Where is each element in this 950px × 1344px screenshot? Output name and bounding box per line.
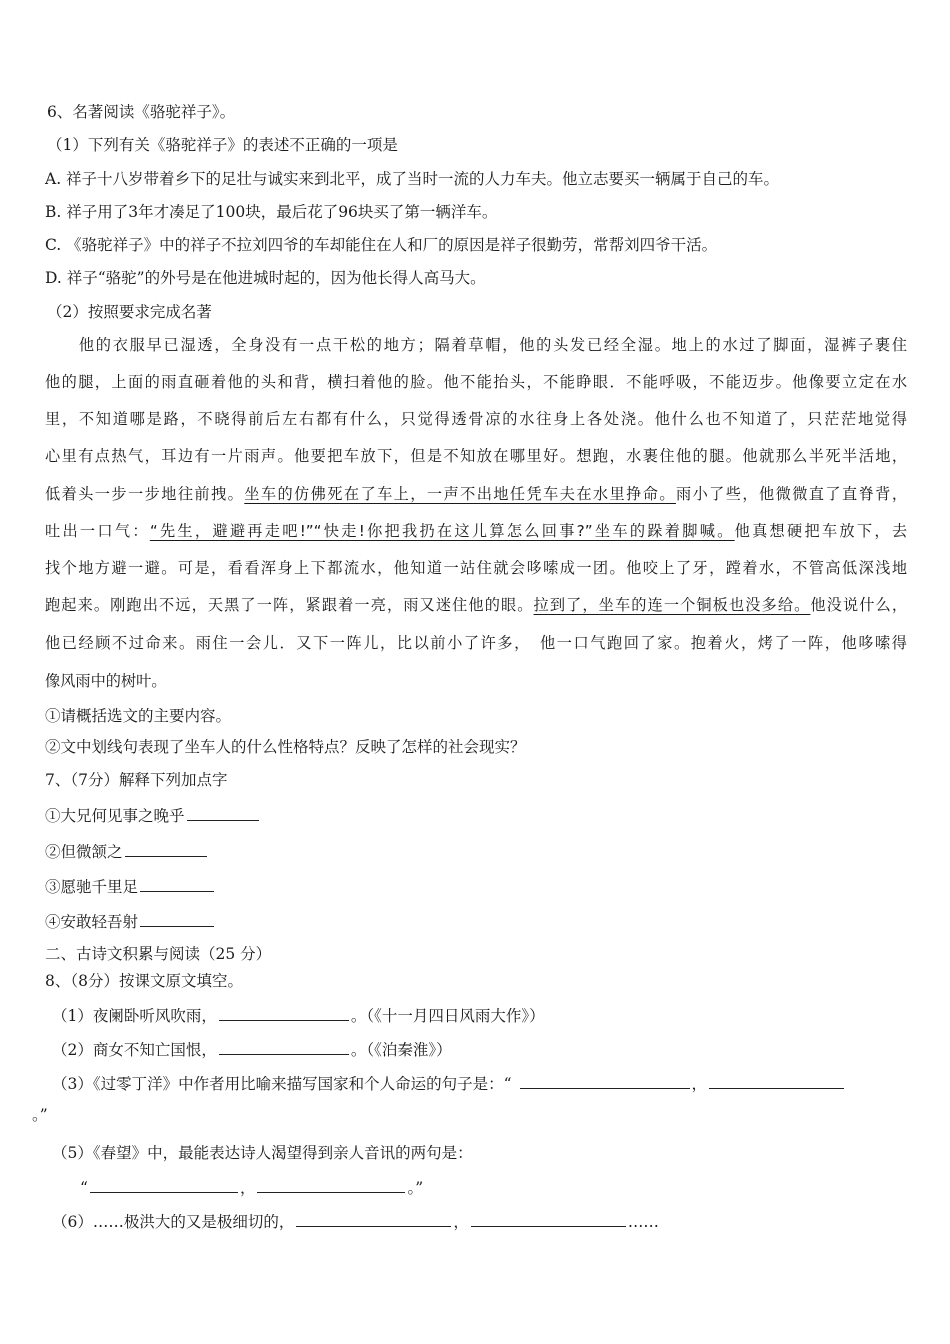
passage-line: 心里有点热气，耳边有一片雨声。他要把车放下，但是不知放在哪里好。想跑，水裹住他的腿。他就那么半死半活地，	[45, 447, 907, 465]
answer-blank[interactable]	[520, 1071, 690, 1089]
q8-line-3	[52, 1071, 846, 1093]
passage-line: 找个地方避一避。可是，看看浑身上下都流水，他知道一站住就会哆嗦成一团。他咬上了牙，蹚着水，不管高低深浅地	[45, 559, 907, 577]
passage-text: 他真想硬把车放下，去	[734, 522, 908, 540]
q7-item-text: ①大兄何见事之晚乎	[45, 807, 185, 825]
q7-item	[45, 803, 261, 825]
answer-blank[interactable]	[219, 1003, 349, 1021]
q6-option-d: D. 祥子“骆驼”的外号是在他进城时起的，因为他长得人高马大。	[45, 269, 486, 287]
passage-line: 他已经顾不过命来。雨住一会儿．又下一阵儿，比以前小了许多， 他一口气跑回了家。抱着火，烤了一阵，他哆嗦得	[45, 634, 907, 652]
q8-text: ，	[453, 1213, 469, 1231]
q8-text: 。（《泊秦淮》）	[350, 1041, 452, 1059]
q8-text: （6）……极洪大的又是极细切的，	[52, 1213, 295, 1231]
q7-item	[45, 839, 209, 861]
q6-option-a: A. 祥子十八岁带着乡下的足壮与诚实来到北平，成了当时一流的人力车夫。他立志要买一辆属于自己的车。	[45, 170, 780, 188]
q7-item	[45, 909, 216, 931]
passage-line	[45, 520, 907, 542]
answer-blank[interactable]	[187, 803, 259, 821]
answer-blank[interactable]	[257, 1175, 405, 1193]
answer-blank[interactable]	[471, 1209, 626, 1227]
q8-line-1	[52, 1003, 545, 1025]
answer-blank[interactable]	[140, 909, 214, 927]
q6-sub-question-1: ①请概括选文的主要内容。	[45, 707, 232, 725]
section-2-heading: 二、古诗文积累与阅读（25 分）	[45, 945, 272, 963]
q8-text: ……	[627, 1213, 659, 1231]
q6-part1-prompt: （1）下列有关《骆驼祥子》的表述不正确的一项是	[47, 136, 398, 154]
answer-blank[interactable]	[709, 1071, 844, 1089]
underlined-sentence: 坐车的仿佛死在了车上，一声不出地任凭车夫在水里挣命。	[244, 485, 676, 503]
underlined-sentence: 拉到了，坐车的连一个铜板也没多给。	[533, 596, 811, 614]
q8-text: （3）《过零丁洋》中作者用比喻来描写国家和个人命运的句子是：“	[52, 1075, 512, 1093]
q7-item-text: ③愿驰千里足	[45, 878, 139, 896]
q6-heading: 6、名著阅读《骆驼祥子》。	[47, 103, 236, 121]
q6-option-b: B. 祥子用了3年才凑足了100块，最后花了96块买了第一辆洋车。	[45, 203, 498, 221]
answer-blank[interactable]	[296, 1209, 451, 1227]
answer-blank[interactable]	[219, 1037, 349, 1055]
q8-text: “	[80, 1179, 88, 1197]
q8-text: （2）商女不知亡国恨，	[52, 1041, 217, 1059]
q7-item-text: ④安敢轻吾射	[45, 913, 139, 931]
q8-text: 。（《十一月四日风雨大作》）	[350, 1007, 545, 1025]
q7-item	[45, 874, 216, 896]
passage-text: 跑起来。刚跑出不远，天黑了一阵，紧跟着一亮，雨又迷住他的眼。	[45, 596, 534, 614]
answer-blank[interactable]	[125, 839, 207, 857]
q8-heading: 8、（8分）按课文原文填空。	[45, 972, 243, 990]
passage-line: 里，不知道哪是路，不晓得前后左右都有什么，只觉得透骨凉的水往身上各处浇。他什么也不知道了，只茫茫地觉得	[45, 410, 907, 428]
passage-text: 低着头一步一步地往前拽。	[45, 485, 245, 503]
passage-text: 吐出一口气：	[45, 522, 150, 540]
underlined-sentence: “先生，避避再走吧!”“快走!你把我扔在这儿算怎么回事?”坐车的跺着脚喊。	[149, 522, 735, 540]
q8-text: （1）夜阑卧听风吹雨，	[52, 1007, 217, 1025]
q6-sub-question-2: ②文中划线句表现了坐车人的什么性格特点？反映了怎样的社会现实？	[45, 738, 526, 756]
q8-line-5-blanks	[80, 1175, 423, 1197]
passage-line: 他的衣服早已湿透，全身没有一点干松的地方；隔着草帽，他的头发已经全湿。地上的水过了脚面，湿裤子裹住	[45, 336, 907, 354]
passage-line: 他的腿，上面的雨直砸着他的头和背，横扫着他的脸。他不能抬头，不能睁眼．不能呼吸，不能迈步。他像要立定在水	[45, 373, 907, 391]
q6-option-c: C. 《骆驼祥子》中的祥子不拉刘四爷的车却能住在人和厂的原因是祥子很勤劳，常帮刘四爷干活。	[45, 236, 718, 254]
q8-line-2	[52, 1037, 452, 1059]
q7-item-text: ②但微颔之	[45, 843, 123, 861]
passage-line	[45, 483, 907, 505]
q8-line-5: （5）《春望》中，最能表达诗人渴望得到亲人音讯的两句是：	[52, 1144, 473, 1162]
q7-heading: 7、（7分）解释下列加点字	[45, 771, 228, 789]
q6-part2-prompt: （2）按照要求完成名著	[47, 303, 212, 321]
q8-text: ，	[239, 1179, 256, 1197]
q8-text: ，	[691, 1075, 708, 1093]
answer-blank[interactable]	[90, 1175, 238, 1193]
answer-blank[interactable]	[140, 874, 214, 892]
q8-line-6	[52, 1209, 659, 1231]
q8-line-3-end: 。”	[32, 1106, 48, 1124]
passage-text: 雨小了些，他微微直了直脊背，	[675, 485, 908, 503]
q8-text: 。”	[407, 1179, 424, 1197]
passage-line	[45, 594, 907, 616]
passage-text: 他没说什么，	[810, 596, 908, 614]
passage-line: 像风雨中的树叶。	[45, 672, 167, 690]
